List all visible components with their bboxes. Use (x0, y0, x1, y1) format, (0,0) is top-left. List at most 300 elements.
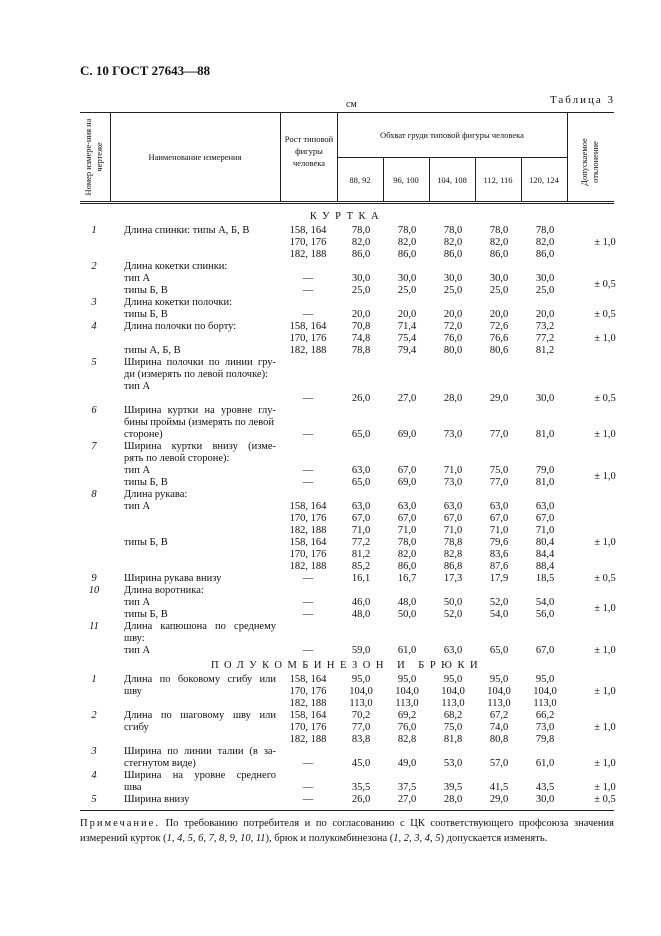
row-value: 104,0 (395, 686, 419, 697)
row-value: 46,0 (351, 597, 371, 608)
row-value: 61,0 (397, 645, 417, 656)
row-height: 158, 164 (289, 710, 327, 721)
row-label: тип А (124, 501, 151, 512)
row-value: 82,0 (397, 549, 417, 560)
header-girth-size: 96, 100 (393, 175, 419, 185)
row-value: 87,6 (489, 561, 509, 572)
row-value: 59,0 (351, 645, 371, 656)
row-label: Ширина куртки внизу (изме- (124, 441, 276, 452)
row-value: 82,8 (397, 734, 417, 745)
header-number: Номер измере-ния на чертеже (83, 118, 104, 196)
row-value: 77,0 (489, 477, 509, 488)
row-height: — (302, 758, 314, 769)
row-number: 2 (91, 261, 97, 272)
table-label: Таблица 3 (549, 94, 615, 106)
row-value: 82,0 (489, 237, 509, 248)
table-bottom-rule (80, 810, 614, 811)
row-label: Ширина на уровне среднего (124, 770, 276, 781)
row-tolerance: ± 1,0 (594, 686, 616, 697)
row-value: 82,0 (535, 237, 555, 248)
row-value: 67,0 (351, 513, 371, 524)
row-height: 170, 176 (289, 513, 327, 524)
row-value: 85,2 (351, 561, 371, 572)
row-value: 88,4 (535, 561, 555, 572)
table-note (80, 816, 614, 846)
table-row (0, 309, 661, 321)
row-number: 10 (88, 585, 100, 596)
row-value: 74,0 (489, 722, 509, 733)
row-value: 78,0 (443, 225, 463, 236)
row-value: 86,0 (351, 249, 371, 260)
row-value: 79,0 (535, 465, 555, 476)
row-number: 4 (91, 321, 97, 332)
table-row (0, 722, 661, 734)
row-tolerance: ± 1,0 (594, 722, 616, 733)
row-value: 20,0 (489, 309, 509, 320)
row-value: 76,6 (489, 333, 509, 344)
row-value: 86,8 (443, 561, 463, 572)
row-value: 67,0 (397, 513, 417, 524)
row-value: 73,0 (443, 429, 463, 440)
row-value: 69,0 (397, 477, 417, 488)
table-row (0, 321, 661, 333)
row-height: — (302, 782, 314, 793)
row-label: типы Б, В (124, 309, 168, 320)
row-height: — (302, 597, 314, 608)
row-value: 65,0 (351, 477, 371, 488)
row-value: 67,0 (535, 513, 555, 524)
table-row (0, 597, 661, 609)
row-value: 30,0 (535, 273, 555, 284)
row-value: 75,4 (397, 333, 417, 344)
row-number: 4 (91, 770, 97, 781)
row-number: 1 (91, 674, 97, 685)
table-row (0, 686, 661, 698)
row-value: 113,0 (441, 698, 465, 709)
table-row (0, 405, 661, 417)
row-value: 25,0 (489, 285, 509, 296)
row-label: Ширина рукава внизу (124, 573, 222, 584)
row-height: — (302, 285, 314, 296)
row-value: 95,0 (489, 674, 509, 685)
row-value: 86,0 (397, 249, 417, 260)
row-value: 79,6 (489, 537, 509, 548)
header-girth-size: 120, 124 (529, 175, 559, 185)
row-value: 71,0 (443, 525, 463, 536)
row-value: 63,0 (351, 501, 371, 512)
row-value: 66,2 (535, 710, 555, 721)
row-value: 104,0 (349, 686, 373, 697)
header-height: Рост типовой фигуры человека (284, 134, 334, 168)
row-value: 77,0 (351, 722, 371, 733)
row-value: 20,0 (443, 309, 463, 320)
header-bottom-rule (80, 201, 614, 202)
row-number: 5 (91, 357, 97, 368)
row-value: 86,0 (397, 561, 417, 572)
row-label: типы Б, В (124, 477, 168, 488)
row-value: 20,0 (351, 309, 371, 320)
row-tolerance: ± 1,0 (594, 537, 616, 548)
row-value: 80,6 (489, 345, 509, 356)
table-row (0, 698, 661, 710)
row-value: 75,0 (443, 722, 463, 733)
row-value: 70,2 (351, 710, 371, 721)
row-value: 26,0 (351, 794, 371, 805)
row-tolerance: ± 1,0 (594, 758, 616, 769)
row-value: 48,0 (351, 609, 371, 620)
table-row (0, 674, 661, 686)
row-tolerance: ± 1,0 (594, 429, 616, 440)
row-value: 25,0 (397, 285, 417, 296)
row-value: 73,0 (443, 477, 463, 488)
row-value: 73,2 (535, 321, 555, 332)
row-tolerance: ± 0,5 (594, 573, 616, 584)
table-row (0, 770, 661, 782)
row-value: 77,2 (351, 537, 371, 548)
row-value: 75,0 (489, 465, 509, 476)
table-row (0, 381, 661, 393)
header-girth-size: 104, 108 (437, 175, 467, 185)
header-tolerance: Допускаемое отклонение (579, 138, 600, 186)
header-bottom-rule-2 (80, 203, 614, 204)
row-height: 170, 176 (289, 237, 327, 248)
row-label: Ширина полочки по линии гру- (124, 357, 276, 368)
row-label: ди (измерять по левой полочке): (124, 369, 269, 380)
row-value: 56,0 (535, 609, 555, 620)
row-value: 67,0 (443, 513, 463, 524)
row-value: 54,0 (535, 597, 555, 608)
table-row (0, 333, 661, 345)
row-value: 72,6 (489, 321, 509, 332)
row-height: 182, 188 (289, 345, 327, 356)
row-label: рять по левой стороне): (124, 453, 230, 464)
row-value: 28,0 (443, 794, 463, 805)
row-value: 54,0 (489, 609, 509, 620)
row-height: 182, 188 (289, 561, 327, 572)
row-number: 3 (91, 746, 97, 757)
row-label: Ширина куртки на уровне глу- (124, 405, 276, 416)
header-top-rule (80, 112, 614, 113)
row-height: 158, 164 (289, 321, 327, 332)
table-row (0, 549, 661, 561)
row-value: 68,2 (443, 710, 463, 721)
row-value: 71,0 (397, 525, 417, 536)
row-value: 95,0 (397, 674, 417, 685)
row-value: 82,8 (443, 549, 463, 560)
row-value: 18,5 (535, 573, 555, 584)
row-value: 37,5 (397, 782, 417, 793)
row-tolerance: ± 1,0 (594, 333, 616, 344)
table-row (0, 585, 661, 597)
row-value: 81,2 (535, 345, 555, 356)
row-value: 70,8 (351, 321, 371, 332)
row-value: 57,0 (489, 758, 509, 769)
row-height: — (302, 794, 314, 805)
row-label: шву (124, 686, 142, 697)
row-value: 83,6 (489, 549, 509, 560)
table-row (0, 297, 661, 309)
row-height: — (302, 477, 314, 488)
row-number: 1 (91, 225, 97, 236)
row-value: 113,0 (533, 698, 557, 709)
row-value: 48,0 (397, 597, 417, 608)
row-height: 170, 176 (289, 549, 327, 560)
row-height: 182, 188 (289, 734, 327, 745)
row-value: 95,0 (535, 674, 555, 685)
row-value: 76,0 (397, 722, 417, 733)
row-value: 71,0 (535, 525, 555, 536)
row-value: 83,8 (351, 734, 371, 745)
row-value: 77,2 (535, 333, 555, 344)
row-value: 76,0 (443, 333, 463, 344)
row-label: тип А (124, 381, 151, 392)
row-height: 170, 176 (289, 686, 327, 697)
row-value: 63,0 (443, 501, 463, 512)
row-label: Длина по боковому сгибу или (124, 674, 276, 685)
col-divider (567, 112, 568, 202)
row-height: 158, 164 (289, 674, 327, 685)
row-value: 45,0 (351, 758, 371, 769)
row-number: 9 (91, 573, 97, 584)
table-row (0, 261, 661, 273)
row-value: 67,0 (397, 465, 417, 476)
row-height: — (302, 573, 314, 584)
section-title: ПОЛУКОМБИНЕЗОН И БРЮКИ (210, 660, 484, 671)
row-height: 182, 188 (289, 698, 327, 709)
row-tolerance: ± 0,5 (594, 279, 616, 290)
row-value: 67,0 (489, 513, 509, 524)
table-row (0, 573, 661, 585)
row-value: 49,0 (397, 758, 417, 769)
row-value: 86,0 (443, 249, 463, 260)
row-value: 80,8 (489, 734, 509, 745)
row-label: Длина кокетки спинки: (124, 261, 228, 272)
row-label: стороне) (124, 429, 163, 440)
row-value: 80,0 (443, 345, 463, 356)
row-value: 27,0 (397, 393, 417, 404)
row-value: 35,5 (351, 782, 371, 793)
row-height: 158, 164 (289, 225, 327, 236)
table-row (0, 794, 661, 806)
col-divider (337, 112, 338, 202)
row-value: 86,0 (535, 249, 555, 260)
row-value: 50,0 (443, 597, 463, 608)
table-row (0, 393, 661, 405)
row-value: 79,8 (535, 734, 555, 745)
row-label: Длина рукава: (124, 489, 188, 500)
row-value: 41,5 (489, 782, 509, 793)
note-jacket-numbers: 1, 4, 5, 6, 7, 8, 9, 10, 11 (166, 833, 266, 844)
row-label: Длина воротника: (124, 585, 204, 596)
table-row (0, 417, 661, 429)
row-value: 65,0 (489, 645, 509, 656)
row-tolerance: ± 1,0 (594, 782, 616, 793)
header-girth: Обхват груди типовой фигуры человека (380, 130, 524, 140)
row-number: 5 (91, 794, 97, 805)
table-row (0, 237, 661, 249)
row-value: 20,0 (535, 309, 555, 320)
table-row (0, 746, 661, 758)
table-row (0, 285, 661, 297)
row-label: Ширина по линии талии (в за- (124, 746, 276, 757)
row-height: — (302, 393, 314, 404)
table-row (0, 225, 661, 237)
page-header: С. 10 ГОСТ 27643—88 (80, 63, 211, 78)
row-tolerance: ± 0,5 (594, 309, 616, 320)
section-title: КУРТКА (309, 211, 385, 222)
row-height: 182, 188 (289, 249, 327, 260)
row-value: 78,0 (535, 225, 555, 236)
row-value: 74,8 (351, 333, 371, 344)
table-row (0, 561, 661, 573)
row-value: 81,8 (443, 734, 463, 745)
row-value: 43,5 (535, 782, 555, 793)
row-height: — (302, 429, 314, 440)
note-text-3: ) допускается изменять. (440, 833, 548, 844)
row-value: 29,0 (489, 393, 509, 404)
table-row (0, 441, 661, 453)
row-height: 158, 164 (289, 501, 327, 512)
row-value: 27,0 (397, 794, 417, 805)
table-row (0, 710, 661, 722)
row-value: 81,0 (535, 477, 555, 488)
row-value: 81,2 (351, 549, 371, 560)
row-value: 17,3 (443, 573, 463, 584)
row-value: 30,0 (397, 273, 417, 284)
table-row (0, 429, 661, 441)
row-value: 79,4 (397, 345, 417, 356)
row-height: 158, 164 (289, 537, 327, 548)
table-row (0, 465, 661, 477)
header-name: Наименование измерения (148, 152, 242, 162)
row-tolerance: ± 1,0 (594, 603, 616, 614)
table-row (0, 489, 661, 501)
row-label: Длина спинки: типы А, Б, В (124, 225, 250, 236)
row-value: 63,0 (443, 645, 463, 656)
table-row (0, 633, 661, 645)
row-label: Длина по шаговому шву или (124, 710, 276, 721)
row-value: 104,0 (533, 686, 557, 697)
row-label: типы Б, В (124, 285, 168, 296)
table-row (0, 453, 661, 465)
table-row (0, 345, 661, 357)
row-label: шву: (124, 633, 145, 644)
row-label: шва (124, 782, 142, 793)
note-text-2: ), брюк и полукомбинезона ( (265, 833, 394, 844)
row-tolerance: ± 0,5 (594, 393, 616, 404)
row-value: 30,0 (489, 273, 509, 284)
table-row (0, 477, 661, 489)
row-value: 61,0 (535, 758, 555, 769)
row-value: 86,0 (489, 249, 509, 260)
row-value: 81,0 (535, 429, 555, 440)
row-number: 6 (91, 405, 97, 416)
row-value: 29,0 (489, 794, 509, 805)
row-value: 82,0 (351, 237, 371, 248)
row-tolerance: ± 1,0 (594, 645, 616, 656)
row-value: 84,4 (535, 549, 555, 560)
row-value: 71,0 (489, 525, 509, 536)
row-label: Длина капюшона по среднему (124, 621, 276, 632)
row-value: 53,0 (443, 758, 463, 769)
row-value: 16,7 (397, 573, 417, 584)
header-girth-size: 88, 92 (349, 175, 371, 185)
note-pants-numbers: 1, 2, 3, 4, 5 (393, 833, 441, 844)
row-value: 20,0 (397, 309, 417, 320)
row-value: 26,0 (351, 393, 371, 404)
row-value: 78,0 (351, 225, 371, 236)
row-value: 113,0 (395, 698, 419, 709)
row-label: типы Б, В (124, 609, 168, 620)
row-label: тип А (124, 273, 151, 284)
row-value: 95,0 (443, 674, 463, 685)
row-value: 80,4 (535, 537, 555, 548)
row-value: 73,0 (535, 722, 555, 733)
row-height: — (302, 465, 314, 476)
table-row (0, 273, 661, 285)
row-height: 170, 176 (289, 722, 327, 733)
row-height: — (302, 273, 314, 284)
row-tolerance: ± 1,0 (594, 471, 616, 482)
table-row (0, 645, 661, 657)
row-label: стегнутом виде) (124, 758, 196, 769)
row-label: типы А, Б, В (124, 345, 181, 356)
col-divider (280, 112, 281, 202)
row-tolerance: ± 0,5 (594, 794, 616, 805)
row-label: тип А (124, 465, 151, 476)
table-row (0, 782, 661, 794)
row-value: 52,0 (443, 609, 463, 620)
row-value: 104,0 (441, 686, 465, 697)
row-height: — (302, 609, 314, 620)
table-row (0, 249, 661, 261)
row-value: 113,0 (487, 698, 511, 709)
row-label: Длина полочки по борту: (124, 321, 237, 332)
table-row (0, 369, 661, 381)
table-row (0, 525, 661, 537)
row-value: 82,0 (397, 237, 417, 248)
table-row (0, 758, 661, 770)
row-height: 170, 176 (289, 333, 327, 344)
row-value: 30,0 (535, 393, 555, 404)
row-value: 63,0 (351, 465, 371, 476)
row-value: 78,0 (397, 225, 417, 236)
row-value: 30,0 (535, 794, 555, 805)
table-row (0, 501, 661, 513)
row-number: 7 (91, 441, 97, 452)
table-row (0, 537, 661, 549)
row-value: 25,0 (535, 285, 555, 296)
row-label: сгибу (124, 722, 149, 733)
header-girth-size: 112, 116 (483, 175, 513, 185)
row-number: 8 (91, 489, 97, 500)
row-value: 82,0 (443, 237, 463, 248)
row-value: 30,0 (351, 273, 371, 284)
row-label: тип А (124, 645, 151, 656)
row-value: 63,0 (489, 501, 509, 512)
note-text-1: По требованию потребителя и по согласованию с ЦК соответствующего профсоюза значения измерений курток ( (80, 818, 614, 844)
row-value: 78,0 (489, 225, 509, 236)
row-value: 25,0 (443, 285, 463, 296)
row-value: 67,0 (535, 645, 555, 656)
row-value: 50,0 (397, 609, 417, 620)
row-height: — (302, 309, 314, 320)
row-value: 78,8 (351, 345, 371, 356)
row-value: 16,1 (351, 573, 371, 584)
row-value: 71,4 (397, 321, 417, 332)
row-value: 69,2 (397, 710, 417, 721)
row-label: бины проймы (измерять по левой (124, 417, 274, 428)
